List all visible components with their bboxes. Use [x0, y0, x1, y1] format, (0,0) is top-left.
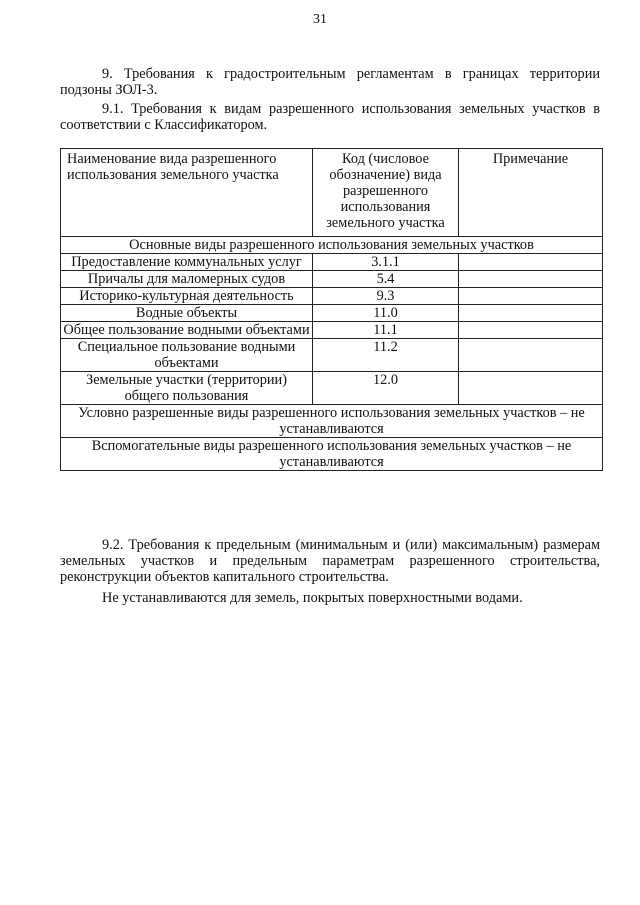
auxiliary-types-text: Вспомогательные виды разрешенного использования земельных участков – не устанавливаются — [61, 438, 603, 471]
row-code: 5.4 — [313, 271, 459, 288]
table-row — [61, 271, 603, 288]
row-note — [459, 372, 603, 405]
row-name: Земельные участки (территории) общего пользования — [61, 372, 313, 405]
conditional-types-row — [61, 405, 603, 438]
land-use-table — [60, 148, 603, 471]
table-row — [61, 372, 603, 405]
section-9-2-note: Не устанавливаются для земель, покрытых поверхностными водами. — [102, 590, 523, 606]
row-code: 9.3 — [313, 288, 459, 305]
row-note — [459, 288, 603, 305]
row-name: Общее пользование водными объектами — [61, 322, 313, 339]
table-header-row — [61, 149, 603, 237]
row-code: 12.0 — [313, 372, 459, 405]
row-name: Водные объекты — [61, 305, 313, 322]
row-name: Предоставление коммунальных услуг — [61, 254, 313, 271]
row-name: Причалы для маломерных судов — [61, 271, 313, 288]
row-note — [459, 339, 603, 372]
row-code: 3.1.1 — [313, 254, 459, 271]
table-row — [61, 322, 603, 339]
row-note — [459, 322, 603, 339]
header-note: Примечание — [459, 149, 603, 237]
row-note — [459, 305, 603, 322]
section-9-2-text: 9.2. Требования к предельным (минимальным и (или) максимальным) размерам земельных участков и предельным параметрам разрешенного строительства, реконструкции объектов капитального строительства. — [60, 537, 600, 585]
row-code: 11.1 — [313, 322, 459, 339]
header-code: Код (числовое обозначение) вида разрешенного использования земельного участка — [313, 149, 459, 237]
row-code: 11.0 — [313, 305, 459, 322]
row-note — [459, 254, 603, 271]
row-name: Специальное пользование водными объектами — [61, 339, 313, 372]
header-name: Наименование вида разрешенного использования земельного участка — [61, 149, 313, 237]
section-9-1-heading: 9.1. Требования к видам разрешенного использования земельных участков в соответствии с Классификатором. — [60, 101, 600, 133]
section-9-heading: 9. Требования к градостроительным регламентам в границах территории подзоны ЗОЛ-3. — [60, 66, 600, 98]
auxiliary-types-row — [61, 438, 603, 471]
conditional-types-text: Условно разрешенные виды разрешенного использования земельных участков – не устанавливаются — [61, 405, 603, 438]
page-number: 31 — [313, 12, 327, 27]
row-note — [459, 271, 603, 288]
main-types-title: Основные виды разрешенного использования земельных участков — [61, 237, 603, 254]
row-name: Историко-культурная деятельность — [61, 288, 313, 305]
table-row — [61, 305, 603, 322]
row-code: 11.2 — [313, 339, 459, 372]
table-row — [61, 339, 603, 372]
table-row — [61, 288, 603, 305]
table-row — [61, 254, 603, 271]
main-types-row — [61, 237, 603, 254]
